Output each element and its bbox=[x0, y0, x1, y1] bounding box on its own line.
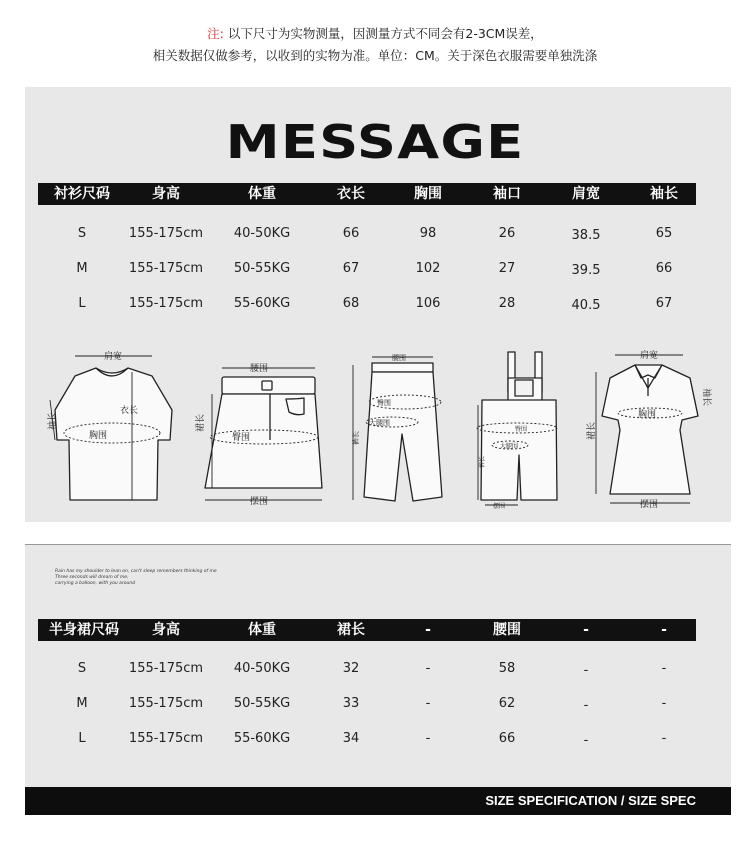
tshirt-diagram bbox=[55, 368, 172, 500]
footer-label: SIZE SPECIFICATION / SIZE SPEC bbox=[485, 793, 696, 808]
table-cell: - bbox=[583, 698, 589, 713]
table-cell: L bbox=[78, 296, 86, 311]
table-cell: - bbox=[583, 663, 589, 678]
table-cell: 39.5 bbox=[571, 263, 601, 278]
table-cell: L bbox=[78, 731, 86, 746]
header-cell: 衣长 bbox=[337, 186, 365, 202]
table-cell: - bbox=[425, 731, 431, 746]
header-cell: 袖长 bbox=[650, 186, 678, 202]
table-cell: 67 bbox=[342, 261, 360, 276]
table-cell: 68 bbox=[342, 296, 360, 311]
pants-diagram bbox=[364, 363, 442, 501]
header-cell: 腰围 bbox=[493, 622, 521, 638]
table-cell: 27 bbox=[498, 261, 516, 276]
table-cell: - bbox=[661, 696, 667, 711]
table-cell: - bbox=[661, 661, 667, 676]
header-cell: 肩宽 bbox=[572, 186, 600, 202]
table-cell: 34 bbox=[342, 731, 360, 746]
header-cell: - bbox=[425, 622, 431, 638]
table-cell: 155-175cm bbox=[128, 731, 204, 746]
label-dress-sleeve: 袖长 bbox=[701, 388, 711, 407]
table-cell: - bbox=[583, 733, 589, 748]
label-chest: 胸围 bbox=[89, 431, 108, 441]
page-title: MESSAGE bbox=[225, 115, 525, 169]
header-cell: 裙长 bbox=[337, 622, 365, 638]
header-cell: 身高 bbox=[152, 186, 180, 202]
header-cell: - bbox=[661, 622, 667, 638]
label-shoulder: 肩宽 bbox=[104, 352, 123, 362]
table-cell: 40.5 bbox=[571, 298, 601, 313]
table-cell: 102 bbox=[415, 261, 441, 276]
label-pants-length: 裤长 bbox=[352, 431, 360, 445]
table-cell: 155-175cm bbox=[128, 661, 204, 676]
table-cell: 155-175cm bbox=[128, 261, 204, 276]
table-cell: - bbox=[661, 731, 667, 746]
table-cell: 40-50KG bbox=[233, 226, 291, 241]
label-waist: 腰围 bbox=[250, 364, 269, 374]
table-cell: 106 bbox=[415, 296, 441, 311]
table-cell: - bbox=[425, 661, 431, 676]
table-cell: 155-175cm bbox=[128, 296, 204, 311]
label-pants-thigh: 大腿围 bbox=[369, 419, 390, 427]
table-cell: 62 bbox=[498, 696, 516, 711]
table-cell: 58 bbox=[498, 661, 516, 676]
table-cell: 32 bbox=[342, 661, 360, 676]
table-cell: 155-175cm bbox=[128, 696, 204, 711]
header-cell: 半身裙尺码 bbox=[49, 622, 119, 638]
table-cell: 38.5 bbox=[571, 228, 601, 243]
label-dress-chest: 胸围 bbox=[638, 410, 657, 420]
table-cell: 66 bbox=[655, 261, 673, 276]
label-pants-hip: 臀围 bbox=[377, 399, 391, 407]
label-overalls-hem: 摆围 bbox=[493, 503, 506, 510]
table-cell: 65 bbox=[655, 226, 673, 241]
table-cell: 50-55KG bbox=[233, 696, 291, 711]
label-hem: 摆围 bbox=[250, 497, 269, 507]
header-cell: 体重 bbox=[248, 622, 276, 638]
table-cell: 40-50KG bbox=[233, 661, 291, 676]
label-skirt-length: 裙长 bbox=[196, 413, 206, 432]
footer-bar bbox=[25, 787, 731, 815]
quote-line: carrying a balloon, with you around bbox=[55, 581, 136, 586]
header-cell: 袖口 bbox=[493, 186, 521, 202]
header-cell: - bbox=[583, 622, 589, 638]
skirt-table-header bbox=[38, 619, 696, 641]
quote-line: Three seconds will dream of me, bbox=[55, 575, 129, 580]
quote-line: Rain has my shoulder to lean on, can't sleep remembers thinking of me bbox=[55, 569, 217, 574]
table-cell: M bbox=[76, 696, 88, 711]
table-cell: 66 bbox=[498, 731, 516, 746]
dress-diagram bbox=[602, 365, 698, 494]
table-cell: 98 bbox=[419, 226, 437, 241]
label-overalls-thigh: 大腿围 bbox=[500, 443, 519, 450]
note-prefix: 注: bbox=[207, 26, 224, 41]
label-pants-waist: 腰围 bbox=[392, 354, 406, 362]
label-dress-shoulder: 肩宽 bbox=[640, 351, 659, 361]
table-cell: S bbox=[77, 226, 87, 241]
header-cell: 身高 bbox=[152, 622, 180, 638]
label-hip: 臀围 bbox=[232, 433, 251, 443]
note-line-2: 相关数据仅做参考，以收到的实物为准。单位：CM。关于深色衣服需要单独洗涤 bbox=[152, 48, 598, 63]
table-cell: S bbox=[77, 661, 87, 676]
table-cell: 50-55KG bbox=[233, 261, 291, 276]
table-cell: 67 bbox=[655, 296, 673, 311]
header-cell: 体重 bbox=[248, 186, 276, 202]
header-cell: 胸围 bbox=[414, 186, 442, 202]
table-cell: 55-60KG bbox=[233, 731, 291, 746]
label-dress-hem: 摆围 bbox=[640, 500, 659, 510]
table-cell: 66 bbox=[342, 226, 360, 241]
table-cell: 55-60KG bbox=[233, 296, 291, 311]
note-text-1: 以下尺寸为实物测量，因测量方式不同会有2-3CM误差， bbox=[227, 26, 543, 41]
header-cell: 衬衫尺码 bbox=[54, 186, 110, 202]
label-overalls-length: 裤长 bbox=[479, 455, 486, 468]
table-cell: 33 bbox=[342, 696, 360, 711]
table-cell: 26 bbox=[498, 226, 516, 241]
table-cell: 155-175cm bbox=[128, 226, 204, 241]
table-cell: 28 bbox=[498, 296, 516, 311]
decorative-quote bbox=[55, 569, 217, 587]
label-dress-length: 裙长 bbox=[587, 421, 597, 440]
label-overalls-hip: 臀围 bbox=[515, 426, 528, 433]
label-length: 衣长 bbox=[120, 406, 139, 416]
label-sleeve: 袖长 bbox=[48, 411, 58, 430]
table-cell: - bbox=[425, 696, 431, 711]
table-cell: M bbox=[76, 261, 88, 276]
